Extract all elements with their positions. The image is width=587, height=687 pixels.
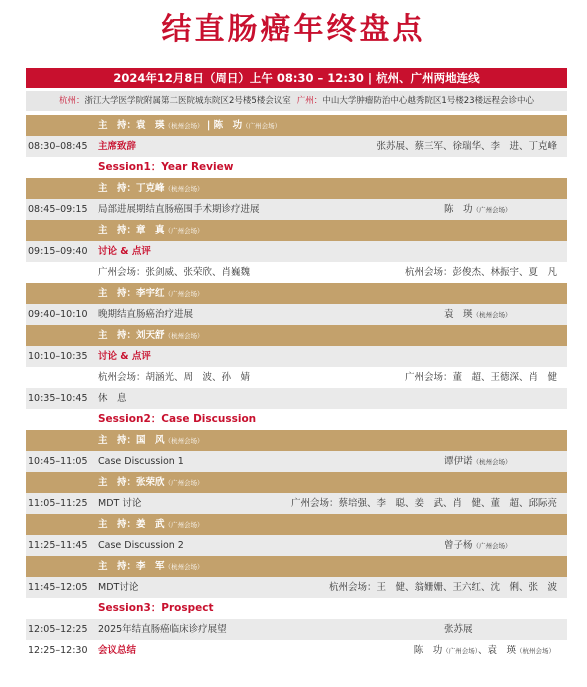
chair-row — [26, 283, 567, 304]
separator: 、 — [477, 645, 488, 656]
venue-tag: （杭州会场） — [516, 647, 555, 655]
session-row — [26, 598, 567, 619]
schedule-row — [26, 136, 567, 157]
content-cell: 休 息 — [98, 393, 127, 404]
discussants-right: 杭州会场：彭俊杰、林振宇、夏 凡 — [404, 267, 557, 278]
content-cell: 晚期结直肠癌治疗进展 — [98, 309, 194, 320]
speaker-name: 谭伊诺 — [444, 456, 473, 467]
content-cell: 会议总结 — [98, 645, 137, 656]
chair-prefix: 主 持： — [98, 183, 137, 194]
content-cell: 讨论 & 点评 — [98, 246, 151, 257]
chair-name: 陈 功 — [213, 120, 243, 131]
discussants-right: 广州会场：蔡培强、李 聪、姜 武、肖 健、董 超、邱际亮 — [290, 498, 557, 509]
schedule-row — [26, 304, 567, 325]
chair-row — [26, 472, 567, 493]
time-cell: 08:45–09:15 — [28, 204, 88, 215]
venue-hz-city: 杭州： — [58, 96, 85, 106]
content-cell: 局部进展期结直肠癌围手术期诊疗进展 — [98, 204, 260, 215]
session-title: Session3：Prospect — [98, 602, 214, 614]
discussant-row — [26, 367, 567, 388]
chair-row — [26, 178, 567, 199]
page-title: 结直肠癌年终盘点 — [161, 12, 426, 47]
content-cell: Case Discussion 2 — [98, 540, 184, 551]
schedule-row — [26, 619, 567, 640]
chair-row — [26, 514, 567, 535]
discussant-row — [26, 262, 567, 283]
content-cell: MDT 讨论 — [98, 498, 142, 509]
venue-tag: （杭州会场） — [164, 185, 204, 193]
chair-name: 国 风 — [136, 435, 165, 446]
chair-prefix: 主 持： — [98, 435, 137, 446]
venue-hz-place: 浙江大学医学院附属第二医院城东院区2号楼5楼会议室 — [84, 96, 291, 106]
time-cell: 12:05–12:25 — [28, 624, 88, 635]
venue-tag: （广州会场） — [164, 479, 204, 487]
chair-name: 袁 瑛 — [136, 120, 165, 131]
chair-row — [26, 430, 567, 451]
venue-bar — [26, 91, 567, 111]
time-cell: 09:15–09:40 — [28, 246, 88, 257]
venue-tag: （广州会场） — [164, 290, 204, 298]
discussants-right: 杭州会场：王 健、翁姗姗、王六红、沈 俐、张 波 — [328, 582, 557, 593]
schedule-row — [26, 577, 567, 598]
time-cell: 08:30–08:45 — [28, 141, 88, 152]
content-cell: MDT讨论 — [98, 582, 139, 593]
time-cell: 12:25–12:30 — [28, 645, 88, 656]
schedule-row — [26, 199, 567, 220]
venue-gz-place: 中山大学肿瘤防治中心越秀院区1号楼23楼远程会诊中心 — [322, 96, 535, 106]
venue-gz-city: 广州： — [296, 96, 323, 106]
separator: | — [203, 120, 214, 131]
chair-row — [26, 220, 567, 241]
schedule-row — [26, 388, 567, 409]
chair-row — [26, 556, 567, 577]
chair-name: 姜 武 — [136, 519, 165, 530]
session-row — [26, 409, 567, 430]
chair-row — [26, 115, 567, 136]
session-title: Session2：Case Discussion — [98, 413, 257, 425]
chair-name: 刘天舒 — [136, 330, 165, 341]
chair-name: 李 军 — [136, 561, 165, 572]
schedule-row — [26, 241, 567, 262]
time-cell: 10:35–10:45 — [28, 393, 88, 404]
time-cell: 11:25–11:45 — [28, 540, 88, 551]
venue-tag: （杭州会场） — [164, 437, 204, 445]
chair-prefix: 主 持： — [98, 561, 137, 572]
content-cell: 2025年结直肠癌临床诊疗展望 — [98, 624, 227, 635]
schedule-row — [26, 346, 567, 367]
venue-tag: （广州会场） — [442, 647, 478, 655]
schedule-row — [26, 535, 567, 556]
schedule-row — [26, 640, 567, 661]
venue-tag: （广州会场） — [242, 122, 282, 130]
time-cell: 10:10–10:35 — [28, 351, 88, 362]
venue-tag: （广州会场） — [472, 206, 512, 214]
chair-prefix: 主 持： — [98, 288, 137, 299]
venue-tag: （杭州会场） — [472, 311, 512, 319]
time-cell: 11:05–11:25 — [28, 498, 88, 509]
discussants-left: 广州会场：张剑威、张荣欣、肖巍魏 — [98, 267, 251, 278]
venue-tag: （广州会场） — [472, 542, 512, 550]
venue-tag: （杭州会场） — [164, 332, 204, 340]
venue-tag: （广州会场） — [164, 227, 204, 235]
time-cell: 09:40–10:10 — [28, 309, 88, 320]
speaker-name: 曾子杨 — [444, 540, 473, 551]
speaker-name: 袁 瑛 — [487, 645, 516, 656]
chair-prefix: 主 持： — [98, 519, 137, 530]
schedule-row — [26, 451, 567, 472]
venue-tag: （杭州会场） — [164, 563, 204, 571]
speaker-name: 陈 功 — [444, 204, 473, 215]
chair-prefix: 主 持： — [98, 330, 137, 341]
chair-name: 李宇红 — [136, 288, 165, 299]
speaker-name: 袁 瑛 — [444, 309, 473, 320]
chair-prefix: 主 持： — [98, 477, 137, 488]
discussants-right: 广州会场：董 超、王德深、肖 健 — [404, 372, 557, 383]
chair-name: 章 真 — [136, 225, 165, 236]
date-bar: 2024年12月8日（周日）上午 08:30 – 12:30 | 杭州、广州两地连线 — [26, 68, 567, 88]
venue-tag: （杭州会场） — [472, 458, 512, 466]
venue-tag: （广州会场） — [164, 521, 204, 529]
content-cell: 讨论 & 点评 — [98, 351, 151, 362]
time-cell: 10:45–11:05 — [28, 456, 88, 467]
content-cell: Case Discussion 1 — [98, 456, 184, 467]
speakers-cell: 张苏展、蔡三军、徐瑞华、李 进、丁克峰 — [376, 141, 557, 152]
session-row — [26, 157, 567, 178]
session-title: Session1：Year Review — [98, 161, 234, 173]
chair-name: 张荣欣 — [136, 477, 165, 488]
chair-prefix: 主 持： — [98, 120, 137, 131]
chair-row — [26, 325, 567, 346]
discussants-left: 杭州会场：胡涵光、周 波、孙 婧 — [98, 372, 251, 383]
schedule-row — [26, 493, 567, 514]
chair-prefix: 主 持： — [98, 225, 137, 236]
speaker-name: 张苏展 — [444, 624, 473, 635]
content-cell: 主席致辞 — [98, 141, 137, 152]
time-cell: 11:45–12:05 — [28, 582, 88, 593]
speaker-name: 陈 功 — [413, 645, 443, 656]
venue-tag: （杭州会场） — [164, 122, 204, 130]
chair-name: 丁克峰 — [136, 183, 165, 194]
